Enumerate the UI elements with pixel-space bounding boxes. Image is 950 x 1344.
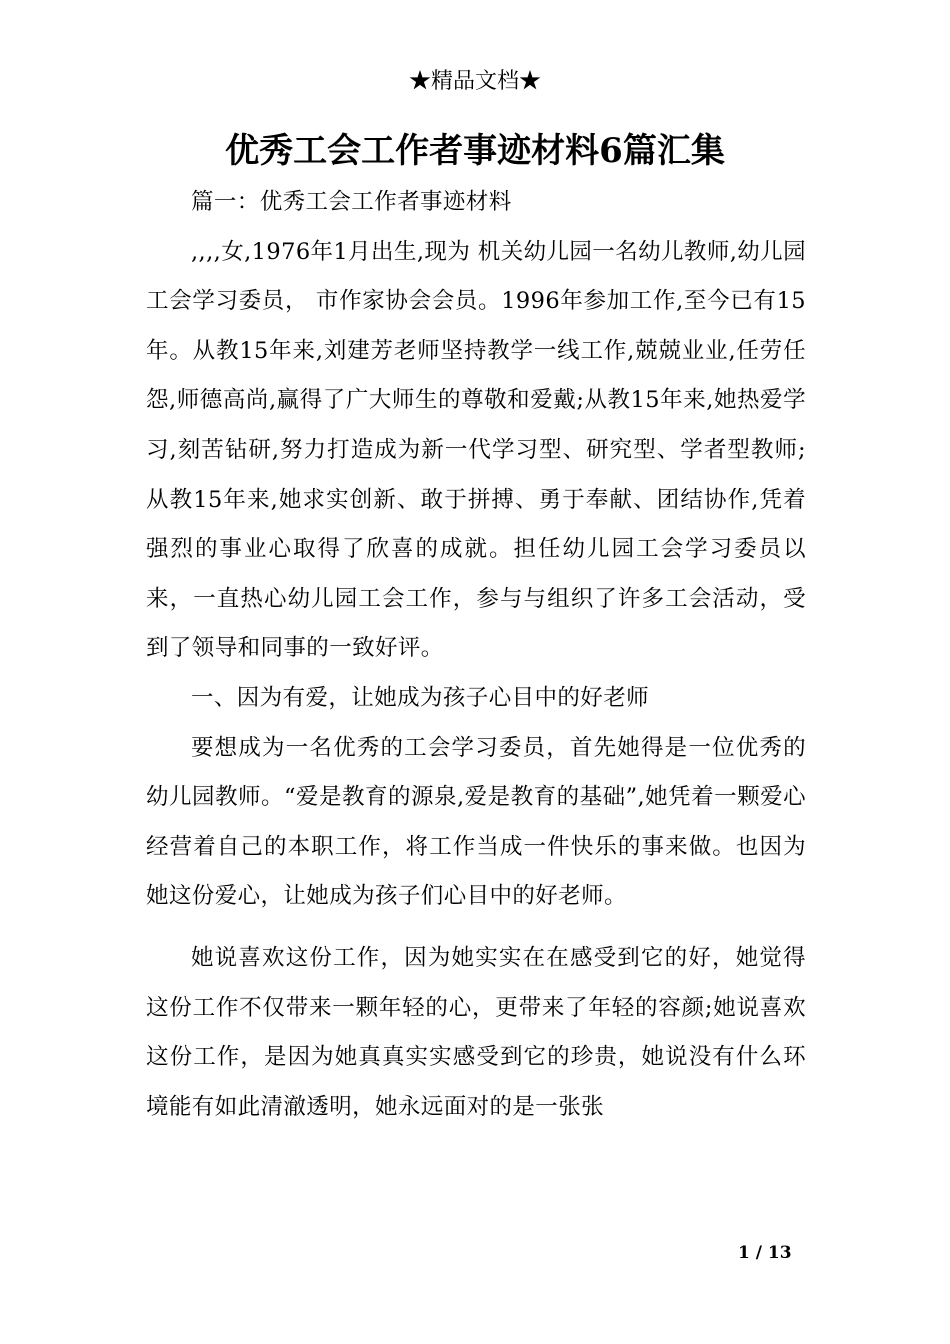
paragraph-section-1-continued: 她说喜欢这份工作，因为她实实在在感受到它的好，她觉得这份工作不仅带来一颗年轻的心，更带来了年轻的容颜;她说喜欢这份工作，是因为她真真实实感受到它的珍贵，她说没有什么环境能有如此清澈透明，她永远面对的是一张张 [146, 944, 806, 1120]
header-mark: ★精品文档★ [408, 69, 541, 94]
page-number: 1 / 13 [738, 1243, 792, 1263]
paragraph-section-1: 要想成为一名优秀的工会学习委员，首先她得是一位优秀的幼儿园教师。“爱是教育的源泉,爱是教育的基础”,她凭着一颗爱心经营着自己的本职工作，将工作当成一件快乐的事来做。也因为她这份爱心，让她成为孩子们心目中的好老师。 [146, 734, 806, 910]
document-title: 优秀工会工作者事迹材料6篇汇集 [225, 131, 725, 171]
paragraph-intro: ,,,,女,1976年1月出生,现为 机关幼儿园一名幼儿教师,幼儿园工会学习委员， 市作家协会会员。1996年参加工作,至今已有15年。从教15年来,刘建芳老师坚持教学一线工作,兢兢业业,任劳任怨,师德高尚,赢得了广大师生的尊敬和爱戴;从教15年来,她热爱学习,刻苦钻研,努力打造成为新一代学习型、研究型、学者型教师;从教15年来,她求实创新、敢于拼搏、勇于奉献、团结协作,凭着强烈的事业心取得了欣喜的成就。担任幼儿园工会学习委员以来，一直热心幼儿园工会工作，参与与组织了许多工会活动，受到了领导和同事的一致好评。 [146, 238, 806, 662]
section-heading-1: 一、因为有爱，让她成为孩子心目中的好老师 [191, 684, 650, 711]
document-body [146, 178, 806, 1132]
document-subtitle: 篇一：优秀工会工作者事迹材料 [191, 189, 512, 215]
